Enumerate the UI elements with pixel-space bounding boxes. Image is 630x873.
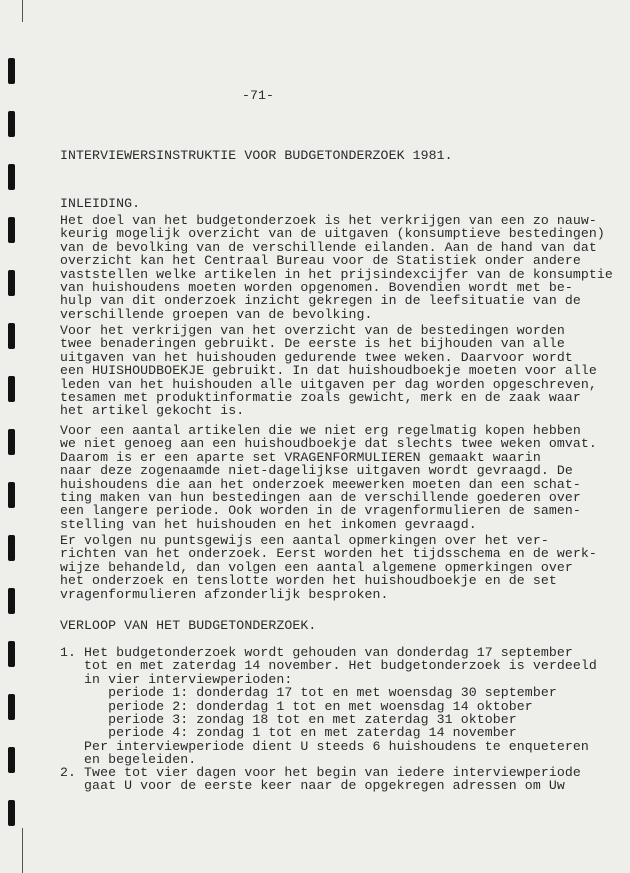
paragraph: Voor het verkrijgen van het overzicht van de bestedingen worden twee benaderingen gebruikt. De eerste is het bijhouden van alle uitgaven van het huishouden gedurende twee weken. Daarvoor wordt een HUISHOUDBOEKJE gebruikt. In dat huishoudboekje moeten voor alle leden van het huishouden alle uitgaven per dag worden opgeschreven, tesamen met produktinformatie zoals gewicht, merk en de zaak waar het artikel gekocht is. <box>60 323 597 419</box>
paragraph: Voor een aantal artikelen die we niet erg regelmatig kopen hebben we niet genoeg aan een huishoudboekje dat slechts twee weken omvat. Daarom is er een aparte set VRAGENFORMULIEREN gemaakt waarin naar deze zogenaamde niet-dagelijkse uitgaven wordt gevraagd. De huishoudens die aan het onderzoek meewerken moeten dan een schat- ting maken van hun bestedingen aan de verschillende goederen over een langere periode. Ook worden in de vragenformulieren de samen- stelling van het huishouden en het inkomen gevraagd. <box>60 423 597 532</box>
binding-hole <box>8 800 15 826</box>
binding-hole <box>8 588 15 614</box>
binding-hole <box>8 323 15 349</box>
binding-hole <box>8 58 15 84</box>
page-number: -71- <box>242 88 275 103</box>
paragraph: Er volgen nu puntsgewijs een aantal opmerkingen over het ver- richten van het onderzoek. Eerst worden het tijdsschema en de werk- wijze behandeld, dan volgen een aantal algemene opmerkingen over het onderzoek en tenslotte worden het huishoudboekje en de set vragenformulieren afzonderlijk besproken. <box>60 533 597 602</box>
binding-hole <box>8 164 15 190</box>
binding-hole <box>8 535 15 561</box>
binding-hole <box>8 747 15 773</box>
list-item: 2. Twee tot vier dagen voor het begin van iedere interviewperiode gaat U voor de eerste keer naar de opgekregen adressen om Uw <box>60 765 581 794</box>
paragraph: Het doel van het budgetonderzoek is het verkrijgen van een zo nauw- keurig mogelijk overzicht van de uitgaven (konsumptieve bestedingen) van de bevolking van de verschillende eilanden. Aan de hand van dat overzicht kan het Centraal Bureau voor de Statistiek onder andere vaststellen welke artikelen in het prijsindexcijfer van de konsumptie van huishoudens moeten worden opgenomen. Bovendien wordt met be- hulp van dit onderzoek inzicht gekregen in de leefsituatie van de verschillende groepen van de bevolking. <box>60 213 613 322</box>
section-heading: INLEIDING. <box>60 196 141 211</box>
binding-hole <box>8 641 15 667</box>
binding-hole <box>8 429 15 455</box>
margin-line <box>22 828 23 873</box>
binding-hole <box>8 111 15 137</box>
list-item: 1. Het budgetonderzoek wordt gehouden van donderdag 17 september tot en met zaterdag 14 november. Het budgetonderzoek is verdeeld in vier interviewperioden: periode 1: donderdag 17 tot en met woensdag 30 september periode 2: donderdag 1 tot en met woensdag 14 oktober periode 3: zondag 18 tot en met zaterdag 31 oktober periode 4: zondag 1 tot en met zaterdag 14 november Per interviewperiode dient U steeds 6 huishoudens te enqueteren en begeleiden. <box>60 645 597 768</box>
document-title: INTERVIEWERSINSTRUKTIE VOOR BUDGETONDERZOEK 1981. <box>60 148 453 163</box>
margin-line <box>22 0 23 22</box>
binding-hole <box>8 217 15 243</box>
binding-hole <box>8 482 15 508</box>
binding-hole <box>8 694 15 720</box>
binding-hole <box>8 270 15 296</box>
section-heading: VERLOOP VAN HET BUDGETONDERZOEK. <box>60 618 317 633</box>
binding-hole <box>8 376 15 402</box>
